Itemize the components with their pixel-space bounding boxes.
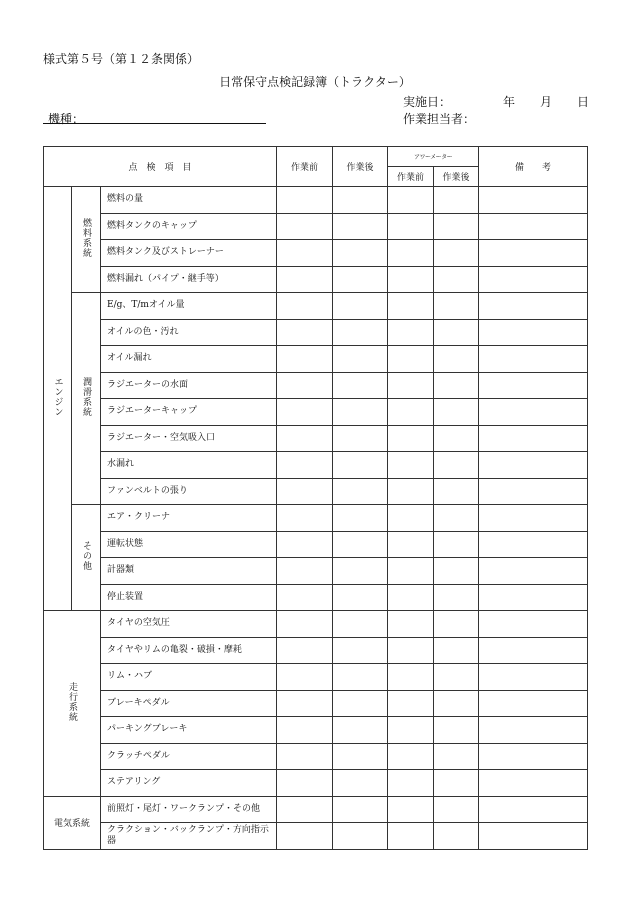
hour-after-cell[interactable] bbox=[434, 452, 479, 479]
remarks-cell[interactable] bbox=[479, 372, 588, 399]
remarks-cell[interactable] bbox=[479, 823, 588, 850]
remarks-cell[interactable] bbox=[479, 770, 588, 797]
remarks-cell[interactable] bbox=[479, 452, 588, 479]
hour-after-cell[interactable] bbox=[434, 770, 479, 797]
hour-after-cell[interactable] bbox=[434, 346, 479, 373]
after-work-cell[interactable] bbox=[333, 584, 388, 611]
after-work-cell[interactable] bbox=[333, 240, 388, 267]
remarks-cell[interactable] bbox=[479, 293, 588, 320]
before-work-cell[interactable] bbox=[277, 372, 333, 399]
header-remarks: 備 考 bbox=[479, 147, 588, 187]
table-row bbox=[44, 717, 588, 744]
inspection-item: E/g、T/mオイル量 bbox=[101, 293, 277, 320]
header-hour-meter: アワーメーター bbox=[388, 147, 479, 167]
model-label: 機種： bbox=[48, 112, 85, 126]
hour-before-cell[interactable] bbox=[388, 213, 434, 240]
table-row bbox=[44, 505, 588, 532]
inspection-item: 燃料漏れ（パイプ・継手等） bbox=[101, 266, 277, 293]
hour-before-cell[interactable] bbox=[388, 664, 434, 691]
hour-before-cell[interactable] bbox=[388, 505, 434, 532]
table-row bbox=[44, 266, 588, 293]
inspection-item: クラッチペダル bbox=[101, 743, 277, 770]
inspection-item: 燃料タンクのキャップ bbox=[101, 213, 277, 240]
before-work-cell[interactable] bbox=[277, 584, 333, 611]
hour-before-cell[interactable] bbox=[388, 319, 434, 346]
after-work-cell[interactable] bbox=[333, 770, 388, 797]
table-row bbox=[44, 690, 588, 717]
before-work-cell[interactable] bbox=[277, 293, 333, 320]
before-work-cell[interactable] bbox=[277, 823, 333, 850]
after-work-cell[interactable] bbox=[333, 478, 388, 505]
hour-after-cell[interactable] bbox=[434, 743, 479, 770]
remarks-cell[interactable] bbox=[479, 319, 588, 346]
hour-after-cell[interactable] bbox=[434, 717, 479, 744]
table-row bbox=[44, 558, 588, 585]
remarks-cell[interactable] bbox=[479, 743, 588, 770]
after-work-cell[interactable] bbox=[333, 690, 388, 717]
inspection-item: 運転状態 bbox=[101, 531, 277, 558]
hour-before-cell[interactable] bbox=[388, 266, 434, 293]
subcategory-cell bbox=[72, 505, 101, 611]
table-row bbox=[44, 796, 588, 823]
hour-before-cell[interactable] bbox=[388, 346, 434, 373]
after-work-cell[interactable] bbox=[333, 213, 388, 240]
hour-after-cell[interactable] bbox=[434, 240, 479, 267]
after-work-cell[interactable] bbox=[333, 717, 388, 744]
hour-before-cell[interactable] bbox=[388, 399, 434, 426]
remarks-cell[interactable] bbox=[479, 399, 588, 426]
hour-after-cell[interactable] bbox=[434, 690, 479, 717]
after-work-cell[interactable] bbox=[333, 399, 388, 426]
hour-before-cell[interactable] bbox=[388, 690, 434, 717]
table-row bbox=[44, 770, 588, 797]
inspection-item: クラクション・バックランプ・方向指示器 bbox=[101, 823, 277, 850]
before-work-cell[interactable] bbox=[277, 796, 333, 823]
before-work-cell[interactable] bbox=[277, 637, 333, 664]
table-body bbox=[44, 187, 588, 850]
remarks-cell[interactable] bbox=[479, 240, 588, 267]
after-work-cell[interactable] bbox=[333, 823, 388, 850]
hour-before-cell[interactable] bbox=[388, 452, 434, 479]
inspection-table bbox=[43, 146, 588, 850]
table-row bbox=[44, 611, 588, 638]
engine-category-cell bbox=[44, 187, 72, 611]
inspection-item: ラジエーターの水面 bbox=[101, 372, 277, 399]
before-work-cell[interactable] bbox=[277, 319, 333, 346]
remarks-cell[interactable] bbox=[479, 584, 588, 611]
table-row bbox=[44, 743, 588, 770]
inspection-item: 計器類 bbox=[101, 558, 277, 585]
after-work-cell[interactable] bbox=[333, 425, 388, 452]
before-work-cell[interactable] bbox=[277, 717, 333, 744]
header-hour-before: 作業前 bbox=[388, 167, 434, 187]
remarks-cell[interactable] bbox=[479, 531, 588, 558]
remarks-cell[interactable] bbox=[479, 213, 588, 240]
hour-before-cell[interactable] bbox=[388, 372, 434, 399]
after-work-cell[interactable] bbox=[333, 319, 388, 346]
inspection-item: ブレーキペダル bbox=[101, 690, 277, 717]
inspection-item: オイル漏れ bbox=[101, 346, 277, 373]
inspection-item: タイヤやリムの亀裂・破損・摩耗 bbox=[101, 637, 277, 664]
hour-after-cell[interactable] bbox=[434, 584, 479, 611]
after-work-cell[interactable] bbox=[333, 187, 388, 214]
before-work-cell[interactable] bbox=[277, 558, 333, 585]
day-label: 日 bbox=[577, 95, 590, 109]
hour-after-cell[interactable] bbox=[434, 823, 479, 850]
after-work-cell[interactable] bbox=[333, 664, 388, 691]
before-work-cell[interactable] bbox=[277, 346, 333, 373]
after-work-cell[interactable] bbox=[333, 531, 388, 558]
hour-after-cell[interactable] bbox=[434, 664, 479, 691]
hour-before-cell[interactable] bbox=[388, 425, 434, 452]
model-underline bbox=[43, 123, 266, 124]
hour-after-cell[interactable] bbox=[434, 531, 479, 558]
header-before-work: 作業前 bbox=[277, 147, 333, 187]
after-work-cell[interactable] bbox=[333, 505, 388, 532]
operator-label: 作業担当者： bbox=[403, 112, 476, 126]
hour-after-cell[interactable] bbox=[434, 372, 479, 399]
hour-before-cell[interactable] bbox=[388, 743, 434, 770]
table-row bbox=[44, 346, 588, 373]
remarks-cell[interactable] bbox=[479, 478, 588, 505]
table-row bbox=[44, 478, 588, 505]
month-label: 月 bbox=[540, 95, 553, 109]
inspection-item: パーキングブレーキ bbox=[101, 717, 277, 744]
before-work-cell[interactable] bbox=[277, 531, 333, 558]
table-row bbox=[44, 372, 588, 399]
table-row bbox=[44, 187, 588, 214]
hour-after-cell[interactable] bbox=[434, 266, 479, 293]
inspection-item: ラジエーターキャップ bbox=[101, 399, 277, 426]
hour-after-cell[interactable] bbox=[434, 293, 479, 320]
after-work-cell[interactable] bbox=[333, 558, 388, 585]
after-work-cell[interactable] bbox=[333, 452, 388, 479]
before-work-cell[interactable] bbox=[277, 187, 333, 214]
before-work-cell[interactable] bbox=[277, 690, 333, 717]
table-row bbox=[44, 823, 588, 850]
inspection-item: ラジエーター・空気吸入口 bbox=[101, 425, 277, 452]
inspection-item: タイヤの空気圧 bbox=[101, 611, 277, 638]
hour-before-cell[interactable] bbox=[388, 293, 434, 320]
inspection-item: ファンベルトの張り bbox=[101, 478, 277, 505]
remarks-cell[interactable] bbox=[479, 505, 588, 532]
before-work-cell[interactable] bbox=[277, 425, 333, 452]
before-work-cell[interactable] bbox=[277, 213, 333, 240]
subcategory-cell bbox=[72, 293, 101, 505]
after-work-cell[interactable] bbox=[333, 372, 388, 399]
hour-after-cell[interactable] bbox=[434, 637, 479, 664]
hour-after-cell[interactable] bbox=[434, 425, 479, 452]
after-work-cell[interactable] bbox=[333, 611, 388, 638]
hour-after-cell[interactable] bbox=[434, 187, 479, 214]
header-after-work: 作業後 bbox=[333, 147, 388, 187]
running-system-cell bbox=[44, 611, 101, 797]
table-row bbox=[44, 425, 588, 452]
after-work-cell[interactable] bbox=[333, 796, 388, 823]
remarks-cell[interactable] bbox=[479, 611, 588, 638]
inspection-item: 燃料タンク及びストレーナー bbox=[101, 240, 277, 267]
remarks-cell[interactable] bbox=[479, 690, 588, 717]
subcategory-cell bbox=[72, 187, 101, 293]
after-work-cell[interactable] bbox=[333, 743, 388, 770]
before-work-cell[interactable] bbox=[277, 399, 333, 426]
hour-before-cell[interactable] bbox=[388, 770, 434, 797]
hour-after-cell[interactable] bbox=[434, 399, 479, 426]
engine-label: エンジン bbox=[52, 377, 63, 417]
fuel-system-label: 燃料系統 bbox=[81, 218, 91, 258]
hour-after-cell[interactable] bbox=[434, 478, 479, 505]
electrical-system-cell: 電気系統 bbox=[44, 796, 101, 849]
form-number: 様式第５号（第１２条関係） bbox=[43, 52, 200, 66]
before-work-cell[interactable] bbox=[277, 452, 333, 479]
hour-before-cell[interactable] bbox=[388, 240, 434, 267]
table-row bbox=[44, 399, 588, 426]
after-work-cell[interactable] bbox=[333, 346, 388, 373]
hour-after-cell[interactable] bbox=[434, 796, 479, 823]
hour-after-cell[interactable] bbox=[434, 505, 479, 532]
hour-after-cell[interactable] bbox=[434, 319, 479, 346]
table-row bbox=[44, 319, 588, 346]
inspection-item: 停止装置 bbox=[101, 584, 277, 611]
header-hour-after: 作業後 bbox=[434, 167, 479, 187]
hour-before-cell[interactable] bbox=[388, 823, 434, 850]
table-row bbox=[44, 293, 588, 320]
after-work-cell[interactable] bbox=[333, 293, 388, 320]
before-work-cell[interactable] bbox=[277, 664, 333, 691]
hour-after-cell[interactable] bbox=[434, 213, 479, 240]
lubrication-system-label: 潤滑系統 bbox=[81, 377, 91, 417]
inspection-item: オイルの色・汚れ bbox=[101, 319, 277, 346]
hour-before-cell[interactable] bbox=[388, 717, 434, 744]
before-work-cell[interactable] bbox=[277, 611, 333, 638]
inspection-item: 燃料の量 bbox=[101, 187, 277, 214]
hour-before-cell[interactable] bbox=[388, 558, 434, 585]
table-row bbox=[44, 531, 588, 558]
before-work-cell[interactable] bbox=[277, 505, 333, 532]
table-row bbox=[44, 452, 588, 479]
year-label: 年 bbox=[503, 95, 516, 109]
remarks-cell[interactable] bbox=[479, 187, 588, 214]
inspection-item: エア・クリーナ bbox=[101, 505, 277, 532]
remarks-cell[interactable] bbox=[479, 796, 588, 823]
table-row bbox=[44, 240, 588, 267]
hour-before-cell[interactable] bbox=[388, 187, 434, 214]
before-work-cell[interactable] bbox=[277, 266, 333, 293]
remarks-cell[interactable] bbox=[479, 266, 588, 293]
hour-after-cell[interactable] bbox=[434, 558, 479, 585]
header-inspection-items: 点 検 項 目 bbox=[44, 147, 277, 187]
before-work-cell[interactable] bbox=[277, 770, 333, 797]
inspection-item: 前照灯・尾灯・ワークランプ・その他 bbox=[101, 796, 277, 823]
hour-before-cell[interactable] bbox=[388, 796, 434, 823]
after-work-cell[interactable] bbox=[333, 637, 388, 664]
inspection-item: ステアリング bbox=[101, 770, 277, 797]
hour-before-cell[interactable] bbox=[388, 478, 434, 505]
hour-before-cell[interactable] bbox=[388, 637, 434, 664]
date-label: 実施日： bbox=[403, 95, 452, 109]
table-row bbox=[44, 213, 588, 240]
remarks-cell[interactable] bbox=[479, 717, 588, 744]
running-system-label: 走行系統 bbox=[67, 681, 77, 722]
remarks-cell[interactable] bbox=[479, 425, 588, 452]
before-work-cell[interactable] bbox=[277, 240, 333, 267]
hour-after-cell[interactable] bbox=[434, 611, 479, 638]
inspection-item: 水漏れ bbox=[101, 452, 277, 479]
hour-before-cell[interactable] bbox=[388, 531, 434, 558]
before-work-cell[interactable] bbox=[277, 478, 333, 505]
inspection-item: リム・ハブ bbox=[101, 664, 277, 691]
table-row bbox=[44, 584, 588, 611]
remarks-cell[interactable] bbox=[479, 558, 588, 585]
table-row bbox=[44, 664, 588, 691]
hour-before-cell[interactable] bbox=[388, 584, 434, 611]
page-title: 日常保守点検記録簿（トラクター） bbox=[219, 75, 411, 89]
remarks-cell[interactable] bbox=[479, 637, 588, 664]
remarks-cell[interactable] bbox=[479, 346, 588, 373]
remarks-cell[interactable] bbox=[479, 664, 588, 691]
hour-before-cell[interactable] bbox=[388, 611, 434, 638]
after-work-cell[interactable] bbox=[333, 266, 388, 293]
other-label: その他 bbox=[81, 541, 91, 571]
table-row bbox=[44, 637, 588, 664]
before-work-cell[interactable] bbox=[277, 743, 333, 770]
